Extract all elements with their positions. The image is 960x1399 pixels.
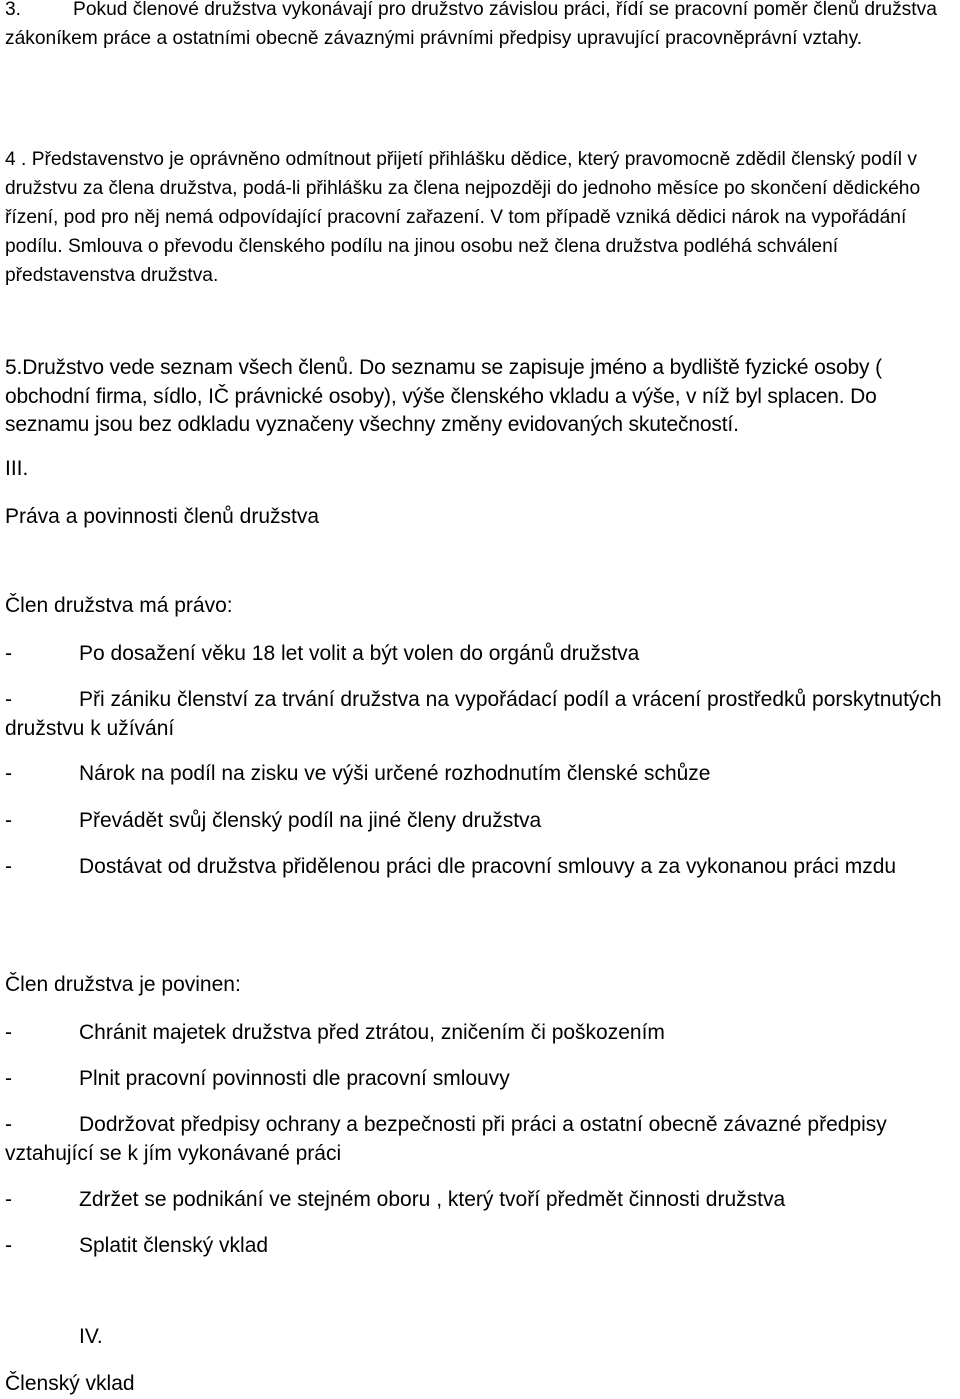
paragraph-section-4 — [5, 145, 957, 290]
section-5-text: 5.Družstvo vede seznam všech členů. Do seznamu se zapisuje jméno a bydliště fyzické osoby ( obchodní firma, sídlo, IČ právnické osoby), výše členského vkladu a výše, v níž byl splacen. Do seznamu jsou bez odkladu vyznačeny všechny změny evidovaných skutečností. — [5, 356, 882, 436]
list-marker: - — [5, 1067, 12, 1090]
rights-item-text: Dostávat od družstva přidělenou práci dle pracovní smlouvy a za vykonanou práci mzdu — [79, 855, 897, 878]
duties-item-text: Splatit členský vklad — [79, 1234, 269, 1257]
duties-item — [5, 1019, 957, 1048]
duties-item-text: Dodržovat předpisy ochrany a bezpečnosti při práci a ostatní obecně závazné předpisy vztahující se k jím vykonávané práci — [5, 1113, 887, 1165]
list-marker: - — [5, 762, 12, 785]
paragraph-section-5 — [5, 354, 957, 440]
list-marker: - — [5, 1021, 12, 1044]
duties-item-text: Plnit pracovní povinnosti dle pracovní smlouvy — [79, 1067, 510, 1090]
list-marker: - — [5, 855, 12, 878]
duties-item-text: Chránit majetek družstva před ztrátou, zničením či poškozením — [79, 1021, 665, 1044]
duties-item — [5, 1065, 957, 1094]
rights-item-text: Při zániku členství za trvání družstva na vypořádací podíl a vrácení prostředků porskytnutých družstvu k užívání — [5, 688, 942, 740]
rights-item — [5, 640, 957, 669]
rights-heading: Člen družstva má právo: — [5, 594, 233, 617]
list-marker: - — [5, 642, 12, 665]
duties-item — [5, 1111, 957, 1168]
section-3-number: 3. — [5, 0, 22, 20]
duties-item — [5, 1232, 957, 1261]
rights-item — [5, 853, 957, 882]
duties-item-text: Zdržet se podnikání ve stejném oboru , který tvoří předmět činnosti družstva — [79, 1188, 786, 1211]
section-3-text: Pokud členové družstva vykonávají pro družstvo závislou práci, řídí se pracovní poměr členů družstva zákoníkem práce a ostatními obecně závaznými právními předpisy upravující pracovněprávní vztahy. — [5, 0, 937, 49]
rights-item — [5, 686, 957, 743]
paragraph-section-3 — [5, 0, 957, 53]
rights-item-text: Po dosažení věku 18 let volit a být volen do orgánů družstva — [79, 642, 640, 665]
section-4-text: Představenstvo je oprávněno odmítnout přijetí přihlášku dědice, který pravomocně zdědil členský podíl v družstvu za člena družstva, podá-li přihlášku za člena nejpozději do jednoho měsíce po skončení dědického řízení, pod pro něj nemá odpovídající pracovní zařazení. V tom případě vzniká dědici nárok na vypořádání podílu. Smlouva o převodu členského podílu na jinou osobu než člena družstva podléhá schválení představenstva družstva. — [5, 149, 921, 286]
section-4-number: 4 . — [5, 149, 27, 170]
chapter-4-numeral: IV. — [79, 1325, 103, 1348]
rights-item-text: Nárok na podíl na zisku ve výši určené rozhodnutím členské schůze — [79, 762, 711, 785]
duties-item — [5, 1186, 957, 1215]
duties-heading: Člen družstva je povinen: — [5, 973, 241, 996]
rights-item — [5, 807, 957, 836]
chapter-3-numeral: III. — [5, 457, 29, 480]
chapter-3-title: Práva a povinnosti členů družstva — [5, 505, 320, 528]
list-marker: - — [5, 809, 12, 832]
list-marker: - — [5, 1234, 12, 1257]
list-marker: - — [5, 1188, 12, 1211]
chapter-4-title: Členský vklad — [5, 1372, 135, 1395]
list-marker: - — [5, 1113, 12, 1136]
rights-item-text: Převádět svůj členský podíl na jiné členy družstva — [79, 809, 542, 832]
list-marker: - — [5, 688, 12, 711]
rights-item — [5, 760, 957, 789]
